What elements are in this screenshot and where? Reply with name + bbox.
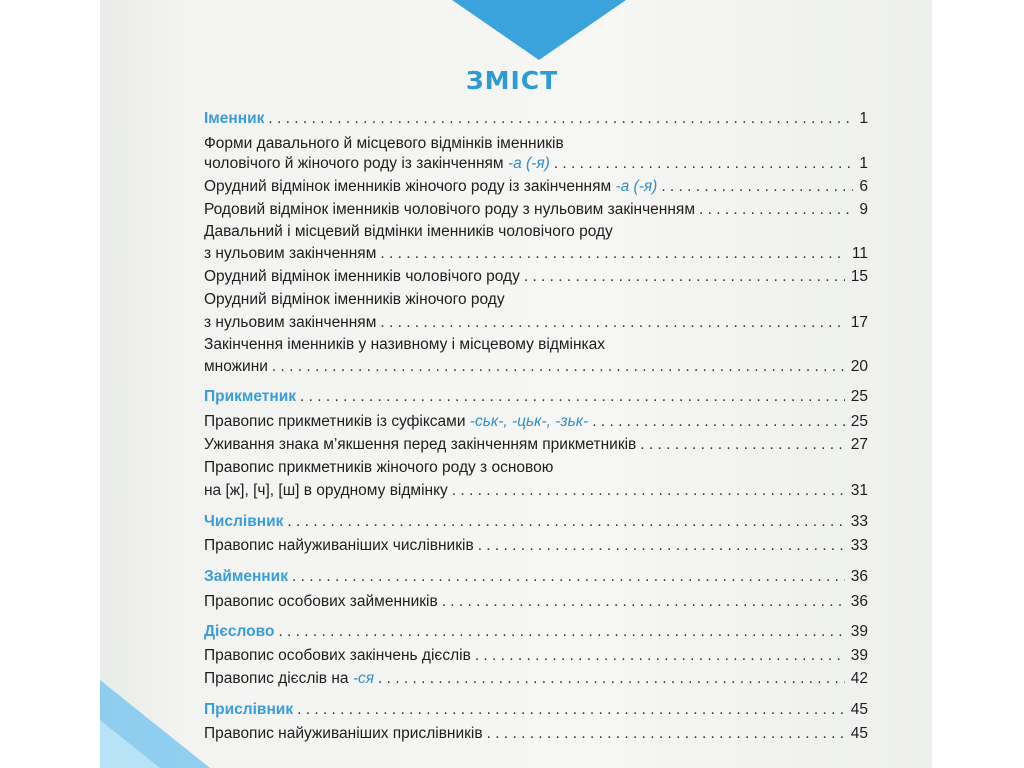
toc-page-number: 39 — [850, 623, 868, 640]
suffix-highlight: -а (-я) — [615, 178, 658, 195]
leader-dots — [297, 699, 845, 721]
toc-entry-title: з нульовим закінченням — [204, 314, 377, 331]
toc-entry[interactable] — [204, 243, 868, 265]
toc-entry-title: Числівник — [204, 513, 284, 530]
toc-entry-title: Іменник — [204, 110, 265, 127]
toc-entry-title: на [ж], [ч], [ш] в орудному відмінку — [204, 482, 448, 499]
toc-page-number: 33 — [850, 537, 868, 554]
toc-entry-title: Правопис найуживаніших числівників — [204, 537, 474, 554]
toc-entry-title: чоловічого й жіночого роду із закінченням -а (-я) — [204, 155, 550, 172]
toc-entry-title: Уживання знака м’якшення перед закінченням прикметників — [204, 436, 637, 453]
toc-entry[interactable] — [204, 723, 868, 745]
toc-page-number: 27 — [850, 436, 868, 453]
toc-section-pryslivnyk[interactable] — [204, 699, 868, 721]
toc-page-number: 33 — [850, 513, 868, 530]
toc-entry-title: Правопис особових займенників — [204, 593, 438, 610]
toc-entry-title: Орудний відмінок іменників жіночого роду із закінченням -а (-я) — [204, 178, 658, 195]
leader-dots — [478, 535, 845, 557]
leader-dots — [661, 176, 853, 198]
toc-entry-title: Прикметник — [204, 388, 297, 405]
toc-entry-line: Орудний відмінок іменників жіночого роду — [204, 291, 505, 308]
toc-page-number: 15 — [850, 268, 868, 285]
toc-entry-title: множини — [204, 358, 268, 375]
leader-dots — [380, 243, 846, 265]
toc-entry-title: з нульовим закінченням — [204, 245, 377, 262]
leader-dots — [487, 723, 845, 745]
toc-section-zaimennyk[interactable] — [204, 566, 868, 588]
leader-dots — [278, 621, 844, 643]
toc-entry[interactable] — [204, 591, 868, 613]
toc-page-number: 39 — [850, 647, 868, 664]
page-title: ЗМІСТ — [465, 66, 559, 95]
toc-page-number: 9 — [859, 201, 868, 218]
toc-entry-title: Орудний відмінок іменників чоловічого роду — [204, 268, 520, 285]
toc-entry[interactable] — [204, 176, 868, 198]
toc-entry[interactable] — [204, 199, 868, 221]
toc-entry-line: Давальний і місцевий відмінки іменників чоловічого роду — [204, 223, 613, 240]
suffix-highlight: -а (-я) — [507, 155, 550, 172]
toc-page-number: 25 — [850, 413, 868, 430]
leader-dots — [442, 591, 845, 613]
toc-page-number: 11 — [851, 245, 868, 262]
toc-entry[interactable] — [204, 645, 868, 667]
leader-dots — [378, 668, 845, 690]
toc-entry[interactable] — [204, 668, 868, 690]
leader-dots — [475, 645, 845, 667]
toc-entry[interactable] — [204, 480, 868, 502]
toc-entry[interactable] — [204, 266, 868, 288]
leader-dots — [268, 108, 853, 130]
toc-entry-title: Правопис прикметників із суфіксами -ськ-, -цьк-, -зьк- — [204, 413, 589, 430]
toc-entry[interactable] — [204, 356, 868, 378]
leader-dots — [699, 199, 853, 221]
toc-entry-line: Закінчення іменників у називному і місцевому відмінках — [204, 336, 606, 353]
toc-page-number: 45 — [850, 725, 868, 742]
toc-entry-line: Правопис прикметників жіночого роду з основою — [204, 459, 554, 476]
leader-dots — [554, 153, 854, 175]
leader-dots — [272, 356, 845, 378]
toc-entry-title: Прислівник — [204, 701, 294, 718]
toc-entry[interactable] — [204, 411, 868, 433]
toc-page-number: 31 — [850, 482, 868, 499]
toc-page-number: 20 — [850, 358, 868, 375]
toc-page-number: 1 — [859, 110, 868, 127]
suffix-highlight: -ся — [352, 670, 375, 687]
leader-dots — [592, 411, 845, 433]
suffix-highlight: -ськ-, -цьк-, -зьк- — [469, 413, 589, 430]
leader-dots — [380, 312, 844, 334]
toc-page-number: 36 — [850, 568, 868, 585]
toc-page-number: 1 — [859, 155, 868, 172]
leader-dots — [292, 566, 845, 588]
toc-page-number: 45 — [850, 701, 868, 718]
toc-entry-title: Родовий відмінок іменників чоловічого роду з нульовим закінченням — [204, 201, 695, 218]
leader-dots — [640, 434, 844, 456]
leader-dots — [287, 511, 844, 533]
leader-dots — [524, 266, 845, 288]
toc-entry-title: Правопис особових закінчень дієслів — [204, 647, 471, 664]
toc-page-number: 25 — [850, 388, 868, 405]
toc-section-chyslivnyk[interactable] — [204, 511, 868, 533]
toc-page-number: 6 — [859, 178, 868, 195]
toc-entry-line: Форми давального й місцевого відмінків іменників — [204, 135, 564, 152]
toc-page-number: 42 — [850, 670, 868, 687]
toc-page-number: 36 — [850, 593, 868, 610]
toc-entry[interactable] — [204, 153, 868, 175]
leader-dots — [300, 386, 845, 408]
toc-entry-title: Правопис найуживаніших прислівників — [204, 725, 483, 742]
toc-entry[interactable] — [204, 312, 868, 334]
toc-entry-title: Дієслово — [204, 623, 275, 640]
toc-page-number: 17 — [850, 314, 868, 331]
toc-entry[interactable] — [204, 535, 868, 557]
toc-section-prykmetnyk[interactable] — [204, 386, 868, 408]
toc-section-diieslovo[interactable] — [204, 621, 868, 643]
leader-dots — [452, 480, 845, 502]
toc-entry-title: Правопис дієслів на -ся — [204, 670, 375, 687]
toc-entry-title: Займенник — [204, 568, 288, 585]
toc-entry[interactable] — [204, 434, 868, 456]
toc-section-imennyk[interactable] — [204, 108, 868, 130]
